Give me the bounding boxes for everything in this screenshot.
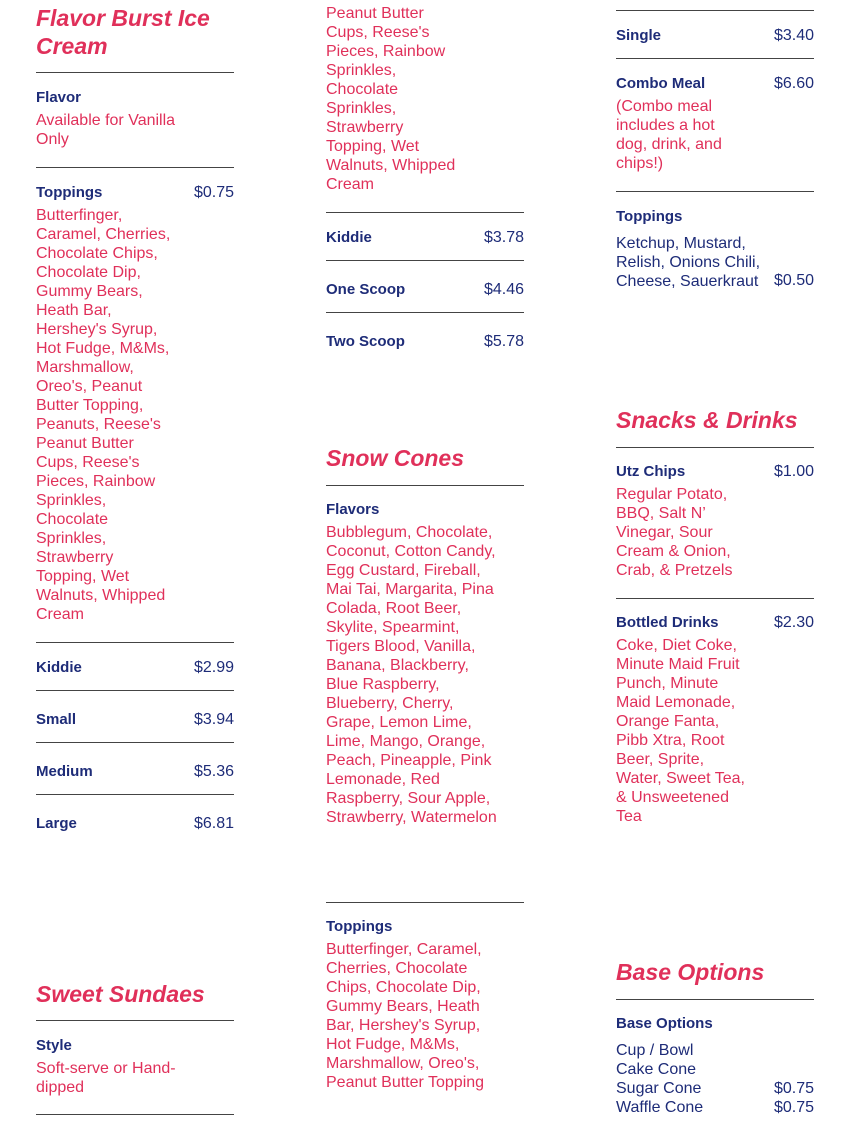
item-label: Flavors bbox=[326, 501, 380, 518]
size-row-one-scoop bbox=[326, 261, 524, 312]
item-label: Style bbox=[36, 1037, 72, 1054]
menu-item-bottled-drinks bbox=[616, 613, 814, 826]
item-description: Available for Vanilla Only bbox=[36, 112, 176, 148]
menu-item-utz-chips bbox=[616, 462, 814, 580]
item-label: One Scoop bbox=[326, 281, 406, 298]
item-label: Small bbox=[36, 711, 77, 728]
column-middle bbox=[326, 0, 524, 1091]
menu-item-flavors bbox=[326, 500, 524, 827]
list-item bbox=[616, 1079, 814, 1098]
item-description: Coke, Diet Coke, Minute Maid Fruit Punch, Minute Maid Lemonade, Orange Fanta, Pibb Xtra, Root Beer, Sprite, Water, Sweet Tea, & Unsweetened Tea bbox=[616, 637, 745, 825]
section-title-snacks-drinks: Snacks & Drinks bbox=[616, 407, 798, 433]
menu-item-toppings bbox=[36, 168, 234, 624]
menu-item-single bbox=[616, 11, 814, 58]
divider bbox=[616, 999, 814, 1000]
item-description: Peanut Butter Cups, Reese's Pieces, Rainbow Sprinkles, Chocolate Sprinkles, Strawberry Topping, Wet Walnuts, Whipped Cream bbox=[326, 5, 456, 193]
column-left bbox=[36, 0, 234, 1096]
section-title-snow-cones: Snow Cones bbox=[326, 445, 465, 471]
list-item bbox=[616, 1060, 814, 1079]
item-label: Base Options bbox=[616, 1015, 713, 1032]
item-label: Cup / Bowl bbox=[616, 1042, 694, 1059]
menu-item-flavor bbox=[36, 73, 234, 149]
item-price: $3.78 bbox=[483, 229, 524, 246]
item-description: (Combo meal includes a hot dog, drink, and chips!) bbox=[616, 98, 722, 172]
size-row-small bbox=[36, 691, 234, 742]
divider bbox=[36, 1114, 234, 1115]
item-label: Large bbox=[36, 815, 77, 832]
item-description: Butterfinger, Caramel, Cherries, Chocolate Chips, Chocolate Dip, Gummy Bears, Heath Bar, Hershey's Syrup, Hot Fudge, M&Ms, Marshmallow, Oreo's, Peanut Butter Topping bbox=[326, 941, 485, 1091]
menu-item-style bbox=[36, 1036, 234, 1097]
section-title-sweet-sundaes: Sweet Sundaes bbox=[36, 981, 205, 1007]
item-label: Cake Cone bbox=[616, 1061, 697, 1078]
item-label: Bottled Drinks bbox=[616, 614, 719, 631]
item-price: $1.00 bbox=[773, 463, 814, 480]
item-price: $2.99 bbox=[193, 659, 234, 676]
item-description: Regular Potato, BBQ, Salt N’ Vinegar, Sour Cream & Onion, Crab, & Pretzels bbox=[616, 486, 733, 579]
item-label: Flavor bbox=[36, 89, 82, 106]
item-label: Kiddie bbox=[36, 659, 82, 676]
item-description: Bubblegum, Chocolate, Coconut, Cotton Candy, Egg Custard, Fireball, Mai Tai, Margarita, Pina Colada, Root Beer, Skylite, Spearmint, Tigers Blood, Vanilla, Banana, Blackberry, Blue Raspberry, Blueberry, Cherry, Grape, Lemon Lime, Lime, Mango, Orange, Peach, Pineapple, Pink Lemonade, Red Raspberry, Sour Apple, Strawberry, Watermelon bbox=[326, 524, 497, 826]
item-description: Soft-serve or Hand-dipped bbox=[36, 1060, 176, 1096]
size-row-kiddie bbox=[326, 213, 524, 260]
item-price: $3.40 bbox=[773, 27, 814, 44]
menu-item-toppings bbox=[326, 917, 524, 1092]
divider bbox=[326, 485, 524, 486]
base-options-list bbox=[616, 1041, 814, 1117]
item-label: Toppings bbox=[36, 184, 103, 201]
section-title-flavor-burst: Flavor Burst Ice Cream bbox=[36, 5, 210, 59]
item-label: Toppings bbox=[616, 208, 683, 225]
column-right bbox=[616, 0, 814, 1116]
section-title-base-options: Base Options bbox=[616, 959, 765, 985]
item-price: $6.81 bbox=[193, 815, 234, 832]
item-price: $5.36 bbox=[193, 763, 234, 780]
divider bbox=[326, 902, 524, 903]
item-label: Sugar Cone bbox=[616, 1080, 702, 1097]
item-price: $4.46 bbox=[483, 281, 524, 298]
list-item bbox=[616, 1041, 814, 1060]
item-description: Ketchup, Mustard, Relish, Onions Chili, Cheese, Sauerkraut bbox=[616, 235, 761, 290]
divider bbox=[616, 598, 814, 599]
item-price: $6.60 bbox=[773, 75, 814, 92]
list-item bbox=[616, 1098, 814, 1117]
item-description: Butterfinger, Caramel, Cherries, Chocolate Chips, Chocolate Dip, Gummy Bears, Heath Bar, Hershey's Syrup, Hot Fudge, M&Ms, Marshmallow, Oreo's, Peanut Butter Topping, Peanuts, Reese's Peanut Butter Cups, Reese's Pieces, Rainbow Sprinkles, Chocolate Sprinkles, Strawberry Topping, Wet Walnuts, Whipped Cream bbox=[36, 207, 171, 623]
item-label: Medium bbox=[36, 763, 93, 780]
item-label: Waffle Cone bbox=[616, 1099, 704, 1116]
size-row-large bbox=[36, 795, 234, 833]
item-label: Two Scoop bbox=[326, 333, 405, 350]
divider bbox=[36, 1020, 234, 1021]
size-row-kiddie bbox=[36, 643, 234, 690]
item-price: $0.75 bbox=[193, 184, 234, 201]
menu-item-toppings bbox=[616, 192, 814, 291]
item-price: $0.75 bbox=[773, 1080, 814, 1097]
size-row-medium bbox=[36, 743, 234, 794]
item-price: $3.94 bbox=[193, 711, 234, 728]
item-label: Utz Chips bbox=[616, 463, 686, 480]
item-label: Combo Meal bbox=[616, 75, 706, 92]
item-price: $5.78 bbox=[483, 333, 524, 350]
item-label: Single bbox=[616, 27, 662, 44]
item-price: $0.50 bbox=[773, 272, 814, 289]
menu-item-base-options bbox=[616, 1014, 814, 1117]
divider bbox=[616, 447, 814, 448]
item-price: $2.30 bbox=[773, 614, 814, 631]
menu-item-combo-meal bbox=[616, 59, 814, 173]
item-label: Kiddie bbox=[326, 229, 372, 246]
item-price: $0.75 bbox=[773, 1099, 814, 1116]
size-row-two-scoop bbox=[326, 313, 524, 351]
item-label: Toppings bbox=[326, 918, 393, 935]
